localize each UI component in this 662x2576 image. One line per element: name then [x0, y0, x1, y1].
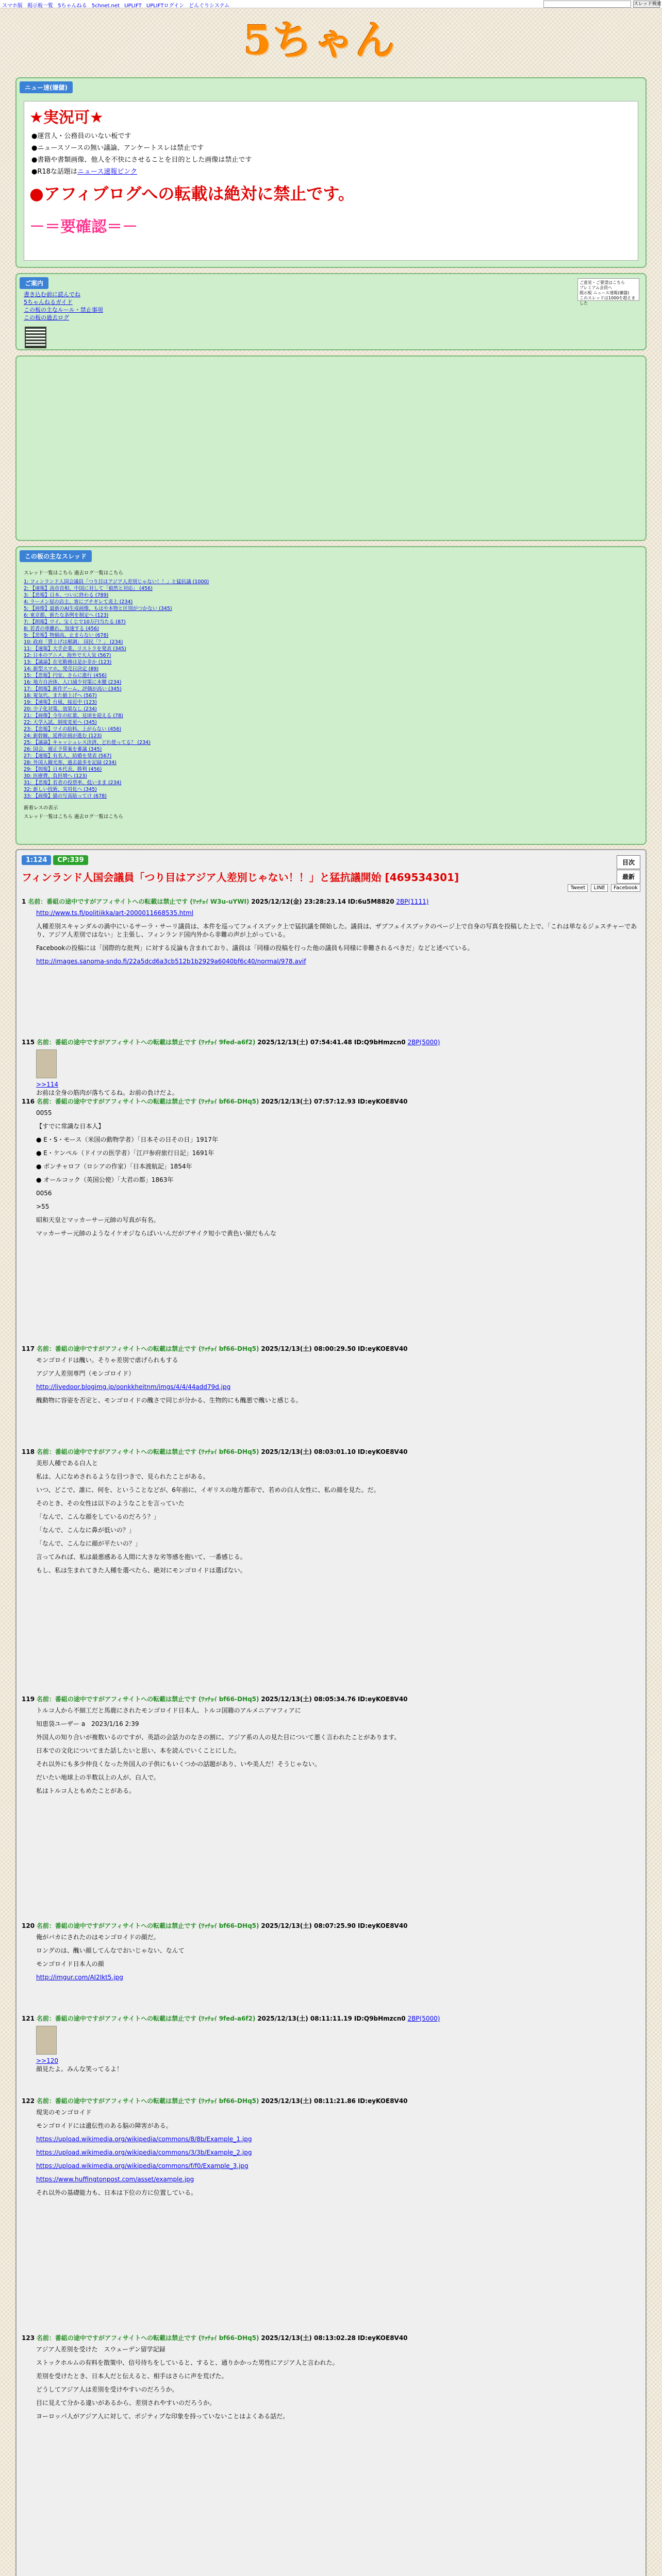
post-line: だいたい地球上の半数以上の人が、白人で。 — [36, 1774, 160, 1781]
post-line: もし、私は生まれてきた人種を選べたら、絶対にモンゴロイドは選ばない。 — [36, 1567, 246, 1574]
thread-list-item[interactable]: 3: 【悲報】日本、ついに終わる (789) — [24, 592, 109, 598]
post-line: それ以外にも多少仲良くなった外国人の子供にもいくつかの話題があり、いや美人だ！そうじゃない。 — [36, 1760, 321, 1768]
post-header — [22, 1448, 640, 1456]
post-trip: (ﾜｯﾁｮｲ bf66-DHq5) — [198, 1448, 259, 1455]
thread-list-box — [15, 546, 647, 845]
thread-list-item[interactable]: 11: 【速報】大手企業、リストラを発表 (345) — [24, 646, 126, 652]
post-name: 名前：番組の途中ですがアフィサイトへの転載は禁止です — [36, 1098, 197, 1105]
post-trip: (ﾜｯﾁｮｲ W3u-uYWI) — [190, 898, 250, 905]
post-date: 2025/12/13(土) 08:03:01.10 — [261, 1448, 356, 1455]
post-line: 日本での文化についてまた話したいと思い、本を読んでいくことにした。 — [36, 1747, 240, 1754]
thread-list-item[interactable]: 32: 新しい技術、実用化へ (345) — [24, 787, 97, 792]
post-body — [36, 2026, 640, 2073]
post-url[interactable]: https://upload.wikimedia.org/wikipedia/commons/f/f0/Example_3.jpg — [36, 2162, 249, 2170]
post-url[interactable]: https://upload.wikimedia.org/wikipedia/commons/3/3b/Example_2.jpg — [36, 2149, 252, 2156]
post-date: 2025/12/13(土) 08:00:29.50 — [261, 1345, 356, 1352]
board-notice — [15, 77, 647, 268]
thread-list-item[interactable]: 14: 新型スマホ、発売日決定 (89) — [24, 666, 99, 672]
post — [22, 1097, 640, 1243]
post-date: 2025/12/13(土) 08:11:21.86 — [261, 2097, 356, 2105]
post-line: ● E・S・モース（米国の動物学者）「日本その日その日」1917年 — [36, 1136, 218, 1143]
post-line: モンゴロイドは醜い。そりゃ差別で虐げられもする — [36, 1357, 178, 1364]
post-line: 昭和天皇とマッカーサー元帥の写真が有名。 — [36, 1216, 160, 1224]
post-line: そのとき、その女性は以下のようなことを言っていた — [36, 1500, 185, 1507]
thread-list-item[interactable]: 1: フィンランド人国会議員「つり目はアジア人差別じゃない！！」と猛抗議 (1000) — [24, 579, 209, 585]
post-line: Facebookの投稿には「国際的な批判」に対する反論も含まれており、議員は「同様の投稿を行った他の議員も同様に非難されるべきだ」などと述べている。 — [36, 944, 474, 952]
post-number[interactable]: 121 — [22, 2015, 35, 2022]
be-link[interactable]: 2BP(5000) — [407, 2015, 440, 2022]
post-line: 美形人種である白人と — [36, 1460, 98, 1467]
thread-list-item[interactable]: 31: 【悲報】若者の投票率、低いまま (234) — [24, 780, 122, 786]
post-header — [22, 1097, 640, 1106]
ad-area — [15, 355, 647, 541]
post — [22, 1922, 640, 1987]
source-link[interactable]: http://www.ts.fi/politiikka/art-2000011668535.html — [36, 909, 194, 917]
post-url[interactable]: https://www.huffingtonpost.com/asset/example.jpg — [36, 2176, 194, 2183]
post-date: 2025/12/13(土) 08:05:34.76 — [261, 1696, 356, 1703]
post-id[interactable]: ID:eyKOE8V40 — [357, 2097, 408, 2105]
post — [22, 2014, 640, 2078]
post-body — [36, 1356, 640, 1404]
post-id[interactable]: ID:eyKOE8V40 — [357, 1448, 408, 1455]
thread-container — [15, 849, 647, 2576]
thread-list-item[interactable]: 17: 【朗報】新作ゲーム、評価が高い (345) — [24, 686, 122, 692]
post-name: 名前：番組の途中ですがアフィサイトへの転載は禁止です — [36, 1922, 197, 1929]
post-line: アジア人差別を受けた スウェーデン留学記録 — [36, 2346, 166, 2353]
notice-pink: －＝要確認＝－ — [29, 218, 138, 236]
post-trip: (ﾜｯﾁｮｲ bf66-DHq5) — [198, 2097, 259, 2105]
thread-list-item[interactable]: 29: 【朗報】日本代表、勝利 (456) — [24, 767, 102, 772]
latest-button[interactable]: 最新 — [617, 870, 640, 884]
post-line: マッカーサー元帥のようなイケオジならばいいんだがブサイク短小で黄色い猿だもんな — [36, 1230, 276, 1237]
post — [22, 1345, 640, 1410]
site-logo[interactable]: 5ちゃん — [243, 17, 396, 64]
thread-list-nav[interactable]: スレッド一覧はこちら 過去ログ一覧はこちら — [24, 570, 123, 576]
post-id[interactable]: ID:eyKOE8V40 — [357, 1098, 408, 1105]
info-link[interactable]: この板の過去ログ — [24, 314, 69, 321]
post-header — [22, 897, 640, 906]
info-side-line: このスレッドは1000を超えました — [580, 296, 636, 306]
post-body — [36, 1933, 640, 1981]
thread-list-item[interactable]: 18: 電気代、また値上げへ (567) — [24, 693, 97, 699]
topbar-link[interactable]: 5ちゃんねる — [58, 3, 87, 8]
post-line: ● ポンチャロフ（ロシアの作家）「日本渡航記」1854年 — [36, 1163, 192, 1170]
thread-list-item[interactable]: 7: 【朗報】ワイ、宝くじで10万円当たる (87) — [24, 619, 126, 625]
post-name: 名前：番組の途中ですがアフィサイトへの転載は禁止です — [36, 1448, 197, 1455]
toc-button[interactable]: 目次 — [617, 855, 640, 869]
share-buttons — [566, 884, 640, 892]
post — [22, 1695, 640, 1800]
notice-body — [24, 101, 638, 261]
info-side-line: プレミアム会員へ — [580, 285, 613, 290]
post-header — [22, 2334, 640, 2342]
topbar-link[interactable]: UPLIFT — [124, 3, 142, 8]
thread-list — [24, 568, 638, 822]
post-id[interactable]: ID:Q9bHmzcn0 — [354, 2015, 406, 2022]
search-button[interactable]: スレッド検索 — [634, 2, 661, 7]
post-line: 目に見えて分かる違いがあるから、差別されやすいのだろうか。 — [36, 2399, 216, 2406]
thread-list-header: この板の主なスレッド — [20, 550, 92, 562]
post-name: 名前：番組の途中ですがアフィサイトへの転載は禁止です — [28, 898, 188, 905]
post-body — [36, 1049, 640, 1097]
qr-code-icon — [25, 327, 46, 348]
topbar-link[interactable]: UPLIFTログイン — [146, 3, 184, 8]
thread-list-item[interactable]: 16: 地方自治体、人口減少対策に本腰 (234) — [24, 680, 122, 685]
post-line: 外国人の知り合いが複数いるのですが、英語の会話力のなさの割に、アジア系の人の見た目について悪く言われたことがあります。 — [36, 1734, 401, 1741]
post-line: 「なんで、こんな顔をしているのだろう？」 — [36, 1513, 160, 1520]
info-link[interactable]: 5ちゃんねるガイド — [24, 299, 73, 306]
info-link[interactable]: 書き込む前に読んでね — [24, 291, 80, 298]
post-trip: (ﾜｯﾁｮｲ bf66-DHq5) — [198, 1345, 259, 1352]
thread-list-item[interactable]: 4: ラーメン屋の店主、客にブチギレて炎上 (234) — [24, 599, 133, 605]
facebook-button[interactable]: Facebook — [611, 884, 640, 892]
notice-header: ニュー速(嫌儲) — [20, 81, 73, 93]
post-line: 現実のモンゴロイド — [36, 2109, 92, 2116]
post-line: 【すでに常識な日本人】 — [36, 1123, 105, 1130]
thread-list-item[interactable]: 19: 【速報】台風、接近中 (123) — [24, 700, 97, 705]
thread-list-item[interactable]: 10: 政府「賃上げは順調」 国民「？」 (234) — [24, 639, 123, 645]
thread-list-footer-nav[interactable]: スレッド一覧はこちら 過去ログ一覧はこちら — [24, 814, 123, 820]
post-number[interactable]: 1 — [22, 898, 26, 905]
post-line: モンゴロイドには遺伝性のある脳の障害がある。 — [36, 2122, 172, 2129]
post-id[interactable]: ID:eyKOE8V40 — [357, 1922, 408, 1929]
post-line: アジア人差別専門（モンゴロイド） — [36, 1370, 135, 1377]
post-line: ● オールコック（英国公使）「大君の都」1863年 — [36, 1176, 174, 1183]
post-line: 顔見たよ。みんな笑ってるよ！ — [36, 2065, 123, 2073]
tweet-button[interactable]: Tweet — [568, 884, 588, 892]
post-name: 名前：番組の途中ですがアフィサイトへの転載は禁止です — [36, 1039, 197, 1046]
line-button[interactable]: LINE — [591, 884, 607, 892]
res-count-badge: 1:124 — [22, 855, 51, 865]
post-line: 差別を受けたとき、日本人だと伝えると、相手はさらに声を荒げた。 — [36, 2372, 228, 2380]
post-line: 0055 — [36, 1109, 52, 1116]
post-date: 2025/12/13(土) 07:57:12.93 — [261, 1098, 356, 1105]
post-id[interactable]: ID:Q9bHmzcn0 — [354, 1039, 406, 1046]
post-header — [22, 1345, 640, 1353]
post-line: 醜動物に容姿を否定と、モンゴロイドの醜さで同じが分かる、生物的にも醜悪で醜いと感じる。 — [36, 1397, 302, 1404]
notice-title: ★実況可★ — [29, 109, 104, 127]
post-url[interactable]: http://imgur.com/AI2Ikt5.jpg — [36, 1974, 123, 1981]
post-line: いつ、どこで、誰に、何を、ということなどが、6年前に、イギリスの地方都市で、若めの白人女性に、私の顔を見た。だ。 — [36, 1486, 380, 1494]
post-header — [22, 2097, 640, 2105]
post-line: ● E・ケンペル（ドイツの医学者）「江戸参府旅行日記」1691年 — [36, 1149, 214, 1157]
post-number[interactable]: 122 — [22, 2097, 35, 2105]
thread-list-item[interactable]: 26: 国会、補正予算案を審議 (345) — [24, 747, 102, 752]
topbar-link[interactable]: 掲示板一覧 — [27, 3, 53, 8]
thread-list-item[interactable]: 20: 少子化対策、効果なし (234) — [24, 706, 97, 712]
thread-list-item[interactable]: 22: 大学入試、制度変更へ (345) — [24, 720, 97, 725]
post-id[interactable]: ID:eyKOE8V40 — [357, 2334, 408, 2342]
info-side-line: ご意見・ご要望はこちら — [580, 280, 625, 285]
post-line: ストックホルムの有料を散策中、信号待ちをしていると、すると、通りかかった男性にアジア人と言われた。 — [36, 2359, 339, 2366]
thread-title: フィンランド人国会議員「つり目はアジア人差別じゃない！！」と猛抗議開始 [469534301] — [22, 871, 459, 884]
post-line: 私は、人になめされるような目つきで、見られたことがある。 — [36, 1473, 209, 1480]
thread-list-item[interactable]: 33: 【画像】猫の写真貼ってけ (678) — [24, 793, 107, 799]
post-line: 「なんで、こんなに顔が平たいの？」 — [36, 1540, 141, 1547]
post-header — [22, 1038, 640, 1046]
post-header — [22, 1922, 640, 1930]
post-trip: (ﾜｯﾁｮｲ bf66-DHq5) — [198, 1922, 259, 1929]
avatar-icon — [36, 1049, 57, 1078]
post-number[interactable]: 120 — [22, 1922, 35, 1929]
post-date: 2025/12/13(土) 08:13:02.28 — [261, 2334, 356, 2342]
thread-list-item[interactable]: 25: 【議論】キャッシュレス決済、どれ使ってる？ (234) — [24, 740, 151, 745]
thread-list-item[interactable]: 6: 東京都、新たな条例を制定へ (123) — [24, 613, 109, 618]
post-line: >55 — [36, 1203, 49, 1210]
thread-list-item[interactable]: 28: 外国人観光客、過去最多を記録 (234) — [24, 760, 117, 766]
post-trip: (ﾜｯﾁｮｲ bf66-DHq5) — [198, 2334, 259, 2342]
info-box — [15, 273, 647, 350]
top-bar — [0, 0, 662, 8]
info-side-box — [577, 278, 639, 306]
pink-board-link[interactable]: ニュース速報ピンク — [77, 168, 138, 176]
thread-list-item[interactable]: 23: 【悲報】ワイの給料、上がらない (456) — [24, 726, 122, 732]
cp-badge: CP:339 — [53, 855, 88, 865]
post-id[interactable]: ID:eyKOE8V40 — [357, 1696, 408, 1703]
info-links — [24, 291, 103, 321]
post-name: 名前：番組の途中ですがアフィサイトへの転載は禁止です — [36, 2097, 197, 2105]
topbar-link[interactable]: 5chnet.net — [91, 3, 120, 8]
post-trip: (ﾜｯﾁｮｲ bf66-DHq5) — [198, 1098, 259, 1105]
post-trip: (ﾜｯﾁｮｲ bf66-DHq5) — [198, 1696, 259, 1703]
post-line: 私はトルコ人ともめたことがある。 — [36, 1787, 136, 1794]
post-line: どうしてアジア人は差別を受けやすいのだろうか。 — [36, 2386, 178, 2393]
post-line: モンゴロイド日本人の顔 — [36, 1960, 104, 1968]
post — [22, 897, 640, 971]
thread-list-item[interactable]: 27: 【速報】有名人、結婚を発表 (567) — [24, 753, 112, 759]
post-line: 俺がバカにされたのはモンゴロイドの顔だ。 — [36, 1934, 160, 1941]
post-trip: (ﾜｯﾁｮｲ 9fed-a6f2) — [198, 2015, 256, 2022]
anchor-link[interactable]: >>120 — [36, 2057, 59, 2064]
post-number[interactable]: 116 — [22, 1098, 35, 1105]
info-header: ご案内 — [20, 277, 48, 289]
post — [22, 2334, 640, 2426]
post-header — [22, 2014, 640, 2023]
avatar-icon — [36, 2026, 57, 2055]
post-line: それ以外の基礎能力も、日本は下位の方に位置している。 — [36, 2189, 197, 2196]
post-url[interactable]: https://upload.wikimedia.org/wikipedia/commons/8/8b/Example_1.jpg — [36, 2136, 252, 2143]
post-line: トルコ人から不細工だと馬鹿にされたモンゴロイド日本人、トルコ国籍のアルメニアマフィアに — [36, 1707, 301, 1714]
post-id[interactable]: ID:eyKOE8V40 — [357, 1345, 408, 1352]
notice-line: ●運営人・公務員のいない板です — [31, 132, 131, 140]
thread-list-item[interactable]: 15: 【悲報】円安、さらに進行 (456) — [24, 673, 107, 679]
topbar-link[interactable]: スマホ版 — [2, 3, 23, 8]
post-line: 人種差別スキャンダルの渦中にいるサーラ・サーリ議員は、本件を巡ってフェイスブック上で猛抗議を開始した。議員は、ザブフェイスブックのページ上で自身の写真を投稿した上で、「これは単なるジェスチャーであり、アジア人差別ではない」と主張し、フィンランド国内外から非難の声が上がっている。 — [36, 923, 637, 938]
thread-list-item[interactable]: 8: 若者の車離れ、加速する (456) — [24, 626, 99, 632]
thread-list-footer[interactable]: 新着レスの表示 — [24, 805, 58, 811]
post-date: 2025/12/12(金) 23:28:23.14 — [251, 898, 346, 905]
post-number[interactable]: 119 — [22, 1696, 35, 1703]
post-line: お前は全身の筋肉が落ちてるね。お前の負けだよ。 — [36, 1089, 178, 1096]
notice-line: ●R18な話題はニュース速報ピンク — [31, 168, 138, 176]
post-number[interactable]: 117 — [22, 1345, 35, 1352]
thread-list-item[interactable]: 9: 【悲報】物価高、止まらない (678) — [24, 633, 109, 638]
post-line: 「なんで、こんなに鼻が低いの？」 — [36, 1527, 135, 1534]
post — [22, 2097, 640, 2202]
post-number[interactable]: 123 — [22, 2334, 35, 2342]
notice-warning: ●アフィブログへの転載は絶対に禁止です。 — [29, 184, 355, 204]
post-line: ヨーロッパ人がアジア人に対して、ポジティブな印象を持っていないことはよくある話だ。 — [36, 2413, 289, 2420]
post-trip: (ﾜｯﾁｮｲ 9fed-a6f2) — [198, 1039, 256, 1046]
post-id[interactable]: ID:6u5M8820 — [347, 898, 394, 905]
be-link[interactable]: 2BP(1111) — [396, 898, 429, 905]
post-header — [22, 1695, 640, 1703]
thread-list-item[interactable]: 5: 【画像】最新のAI生成画像、もはや本物と区別がつかない (345) — [24, 606, 172, 612]
be-link[interactable]: 2BP(5000) — [407, 1039, 440, 1046]
post-date: 2025/12/13(土) 08:07:25.90 — [261, 1922, 356, 1929]
post-name: 名前：番組の途中ですがアフィサイトへの転載は禁止です — [36, 2334, 197, 2342]
post-name: 名前：番組の途中ですがアフィサイトへの転載は禁止です — [36, 1696, 197, 1703]
anchor-link[interactable]: >>114 — [36, 1081, 59, 1088]
info-link[interactable]: この板の主なルール・禁止事項 — [24, 307, 103, 313]
post — [22, 1448, 640, 1580]
thread-header — [22, 855, 640, 886]
post-line: 言ってみれば、私は最悪感ある人間に大きな劣等感を抱いて、一番感じる。 — [36, 1553, 246, 1561]
post-body — [36, 909, 640, 965]
post-body — [36, 2345, 640, 2420]
thread-list-item[interactable]: 13: 【議論】在宅勤務は是か非か (123) — [24, 659, 112, 665]
thread-items — [24, 579, 638, 800]
post-url[interactable]: http://images.sanoma-sndo.fi/22a5dcd6a3cb512b1b2929a6040bf6c40/normal/978.avif — [36, 958, 306, 965]
thread-list-item[interactable]: 30: 医療費、負担増へ (123) — [24, 773, 87, 779]
post-body — [36, 2108, 640, 2197]
post-url[interactable]: http://livedoor.blogimg.jp/oonkkheitnm/imgs/4/4/44add79d.jpg — [36, 1383, 231, 1391]
post-body — [36, 1109, 640, 1238]
post-line: 0056 — [36, 1190, 52, 1197]
thread-list-item[interactable]: 12: 日本のアニメ、海外で大人気 (567) — [24, 653, 111, 658]
post-name: 名前：番組の途中ですがアフィサイトへの転載は禁止です — [36, 1345, 197, 1352]
thread-list-item[interactable]: 21: 【画像】今年の紅葉、見頃を迎える (78) — [24, 713, 123, 719]
post-line: ロングのは、醜い顔してんなでおいじゃない、なんて — [36, 1947, 185, 1954]
notice-line: ●ニュースソースの無い議論、アンケートスレは禁止です — [31, 144, 204, 152]
post-date: 2025/12/13(土) 07:54:41.48 — [257, 1039, 352, 1046]
post-body — [36, 1459, 640, 1574]
post-name: 名前：番組の途中ですがアフィサイトへの転載は禁止です — [36, 2015, 197, 2022]
info-side-line: 掲示板 ニュース速報(嫌儲) — [580, 291, 630, 295]
post-number[interactable]: 115 — [22, 1039, 35, 1046]
topbar-link[interactable]: どんぐりシステム — [189, 3, 230, 8]
thread-list-item[interactable]: 24: 新幹線、延伸計画が進む (123) — [24, 733, 102, 739]
post-line: 知恵袋ユーザー a 2023/1/16 2:39 — [36, 1720, 139, 1727]
thread-list-item[interactable]: 2: 【速報】高市首相、中国に対して「毅然と対応」 (456) — [24, 586, 153, 591]
notice-line: ●書籍や書類画像、他人を不快にさせることを目的とした画像は禁止です — [31, 156, 252, 164]
post — [22, 1038, 640, 1102]
post-date: 2025/12/13(土) 08:11:11.19 — [257, 2015, 352, 2022]
post-body — [36, 1706, 640, 1795]
post-number[interactable]: 118 — [22, 1448, 35, 1455]
search-input[interactable] — [543, 1, 631, 8]
